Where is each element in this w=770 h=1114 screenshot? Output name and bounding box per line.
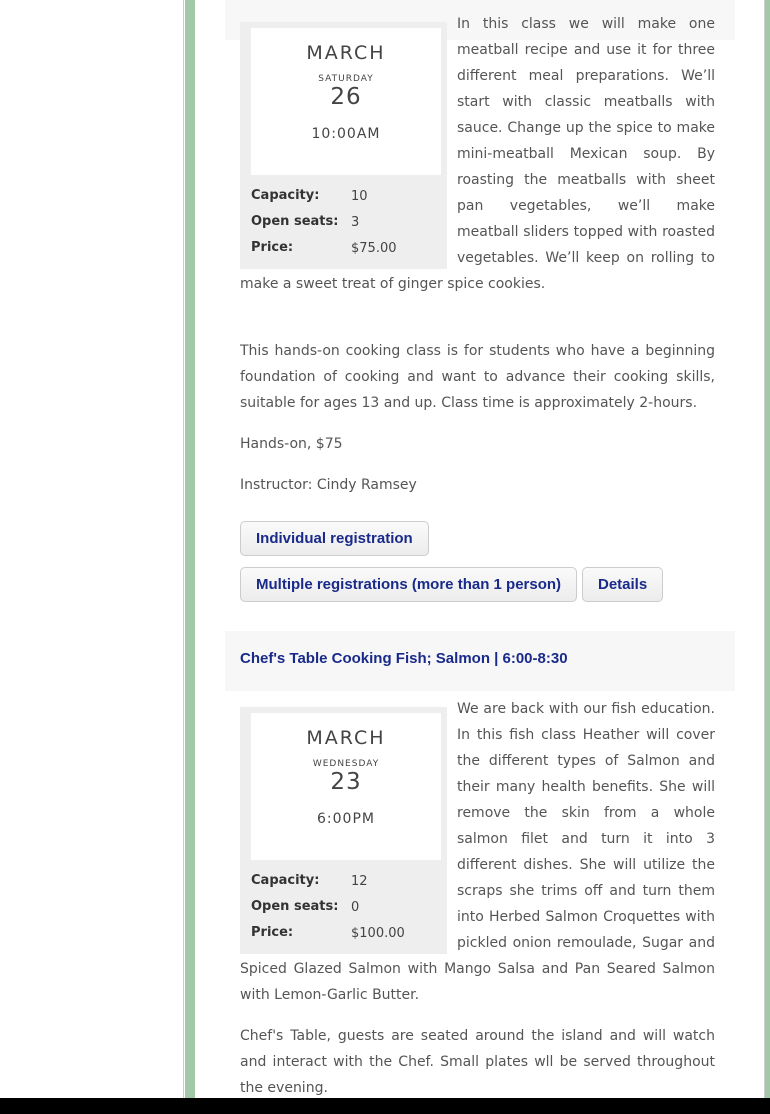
price-value: $75.00 [351,241,397,256]
event-format-text: Hands-on, $75 [240,436,343,452]
left-column [0,0,184,1098]
price-label: Price: [251,925,294,940]
event-month: MARCH [306,727,386,749]
open-seats-label: Open seats: [251,899,339,914]
bottom-black-bar [0,1098,770,1114]
capacity-value: 12 [351,874,368,889]
events-content [195,0,764,1098]
capacity-label: Capacity: [251,873,320,888]
event-description: In this class we will make one meatball recipe and use it for three different meal preparations. We’ll start with classic meatballs with sauce. Change up the spice to make mini-meatball Mexican soup. By roasting the meatballs with sheet pan vegetables, we’ll make meatball sliders topped with roasted vegetables. We’ll keep on rolling to make a sweet treat of ginger spice cookies. [240,16,715,292]
event-month: MARCH [306,42,386,64]
event-day: 26 [330,84,362,110]
open-seats-label: Open seats: [251,214,339,229]
open-seats-value: 3 [351,215,360,230]
right-green-border [764,0,770,1098]
event-instructor-text: Instructor: Cindy Ramsey [240,477,417,493]
event-title-link[interactable]: Chef's Table Cooking Fish; Salmon | 6:00-8:30 [240,650,568,667]
event-time: 10:00AM [311,126,381,142]
event-weekday: SATURDAY [318,74,374,84]
event-time: 6:00PM [317,811,375,827]
multiple-registrations-button[interactable]: Multiple registrations (more than 1 person) [240,567,577,602]
price-value: $100.00 [351,926,405,941]
individual-registration-button[interactable]: Individual registration [240,521,429,556]
price-label: Price: [251,240,294,255]
event-audience-text: This hands-on cooking class is for students who have a beginning foundation of cooking and want to advance their cooking skills, suitable for ages 13 and up. Class time is approximately 2-hours. [240,343,715,411]
left-green-border [185,0,195,1098]
capacity-label: Capacity: [251,188,320,203]
capacity-value: 10 [351,189,368,204]
event-audience-text: Chef's Table, guests are seated around the island and will watch and interact with the Chef. Small plates wll be served throughout the evening. [240,1028,715,1096]
event-day: 23 [330,769,362,795]
event-description: We are back with our fish education. In this fish class Heather will cover the different types of Salmon and their many health benefits. She will remove the skin from a whole salmon filet and turn it into 3 different dishes. She will utilize the scraps she trims off and turn them into Herbed Salmon Croquettes with pickled onion remoulade, Sugar and Spiced Glazed Salmon with Mango Salsa and Pan Seared Salmon with Lemon-Garlic Butter. [240,701,715,1003]
details-button[interactable]: Details [582,567,663,602]
event-weekday: WEDNESDAY [312,759,380,769]
open-seats-value: 0 [351,900,360,915]
